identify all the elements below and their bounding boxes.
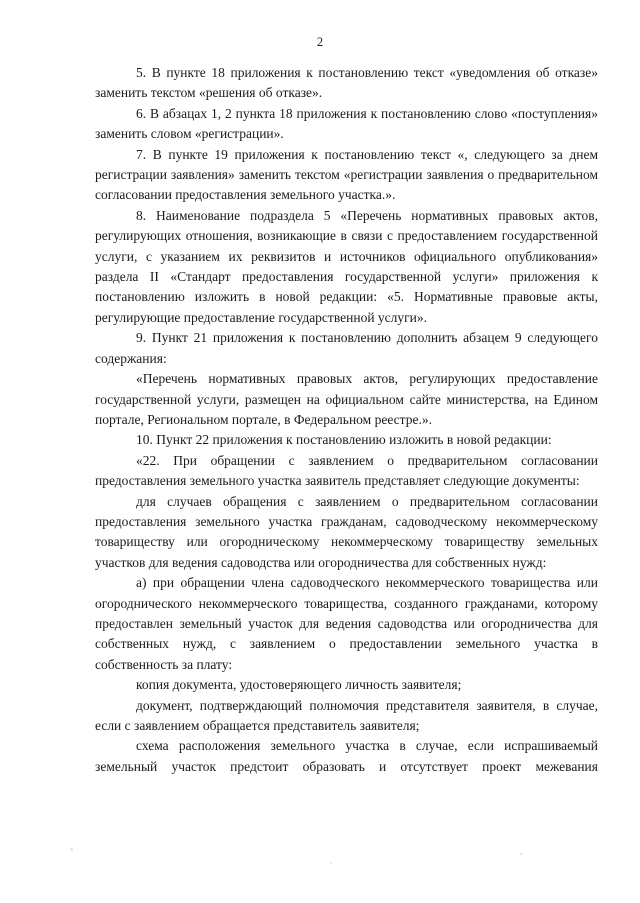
paragraph-item-7: 7. В пункте 19 приложения к постановлению текст «, следующего за днем регистрации заявления» заменить текстом «регистрации заявления о предварительном согласовании предоставления земельного участка.». — [95, 146, 598, 203]
page-number: 2 — [316, 35, 324, 49]
paragraph-identity-doc: копия документа, удостоверяющего личность заявителя; — [136, 677, 462, 693]
paragraph-subitem-a: а) при обращении члена садоводческого некоммерческого товарищества или огороднического некоммерческого товарищества, созданного гражданами, которому предоставлен земельный участок для ведения садоводства или огородничества для собственных нужд, с заявлением о предоставлении земельного участка в собственность за плату: — [95, 575, 598, 672]
paragraph-quote-9: «Перечень нормативных правовых актов, регулирующих предоставление государственной услуги, размещен на официальном сайте министерства, на Едином портале, Региональном портале, в Федеральном реестре.». — [95, 371, 598, 427]
paragraph-cases: для случаев обращения с заявлением о предварительном согласовании предоставления земельного участка гражданам, садоводческому некоммерческому товариществу или огородническому некоммерческому товариществу земельных участков для ведения садоводства или огородничества для собственных нужд: — [95, 493, 598, 570]
paragraph-item-6: 6. В абзацах 1, 2 пункта 18 приложения к постановлению слово «поступления» заменить словом «регистрации». — [95, 105, 598, 142]
paragraph-item-10: 10. Пункт 22 приложения к постановлению изложить в новой редакции: — [136, 432, 552, 448]
paragraph-item-5: 5. В пункте 18 приложения к постановлению текст «уведомления об отказе» заменить текстом «решения об отказе». — [95, 65, 598, 101]
document-body — [95, 63, 598, 777]
paragraph-authority-doc: документ, подтверждающий полномочия представителя заявителя, в случае, если с заявлением обращается представитель заявителя; — [95, 697, 598, 733]
scan-speck — [330, 862, 332, 864]
scan-speck — [70, 848, 73, 851]
paragraph-item-9: 9. Пункт 21 приложения к постановлению дополнить абзацем 9 следующего содержания: — [95, 330, 598, 366]
paragraph-layout-scheme: схема расположения земельного участка в случае, если испрашиваемый земельный участок предстоит образовать и отсутствует проект межевания — [95, 738, 598, 774]
paragraph-item-8: 8. Наименование подраздела 5 «Перечень нормативных правовых актов, регулирующих отношения, возникающие в связи с предоставлением государственной услуги, с указанием их реквизитов и источников официального опубликования» раздела II «Стандарт предоставления государственной услуги» приложения к постановлению изложить в новой редакции: «5. Нормативные правовые акты, регулирующие предоставление государственной услуги». — [95, 207, 598, 325]
paragraph-item-22: «22. При обращении с заявлением о предварительном согласовании предоставления земельного участка заявитель представляет следующие документы: — [95, 452, 598, 489]
scan-speck — [520, 853, 523, 855]
